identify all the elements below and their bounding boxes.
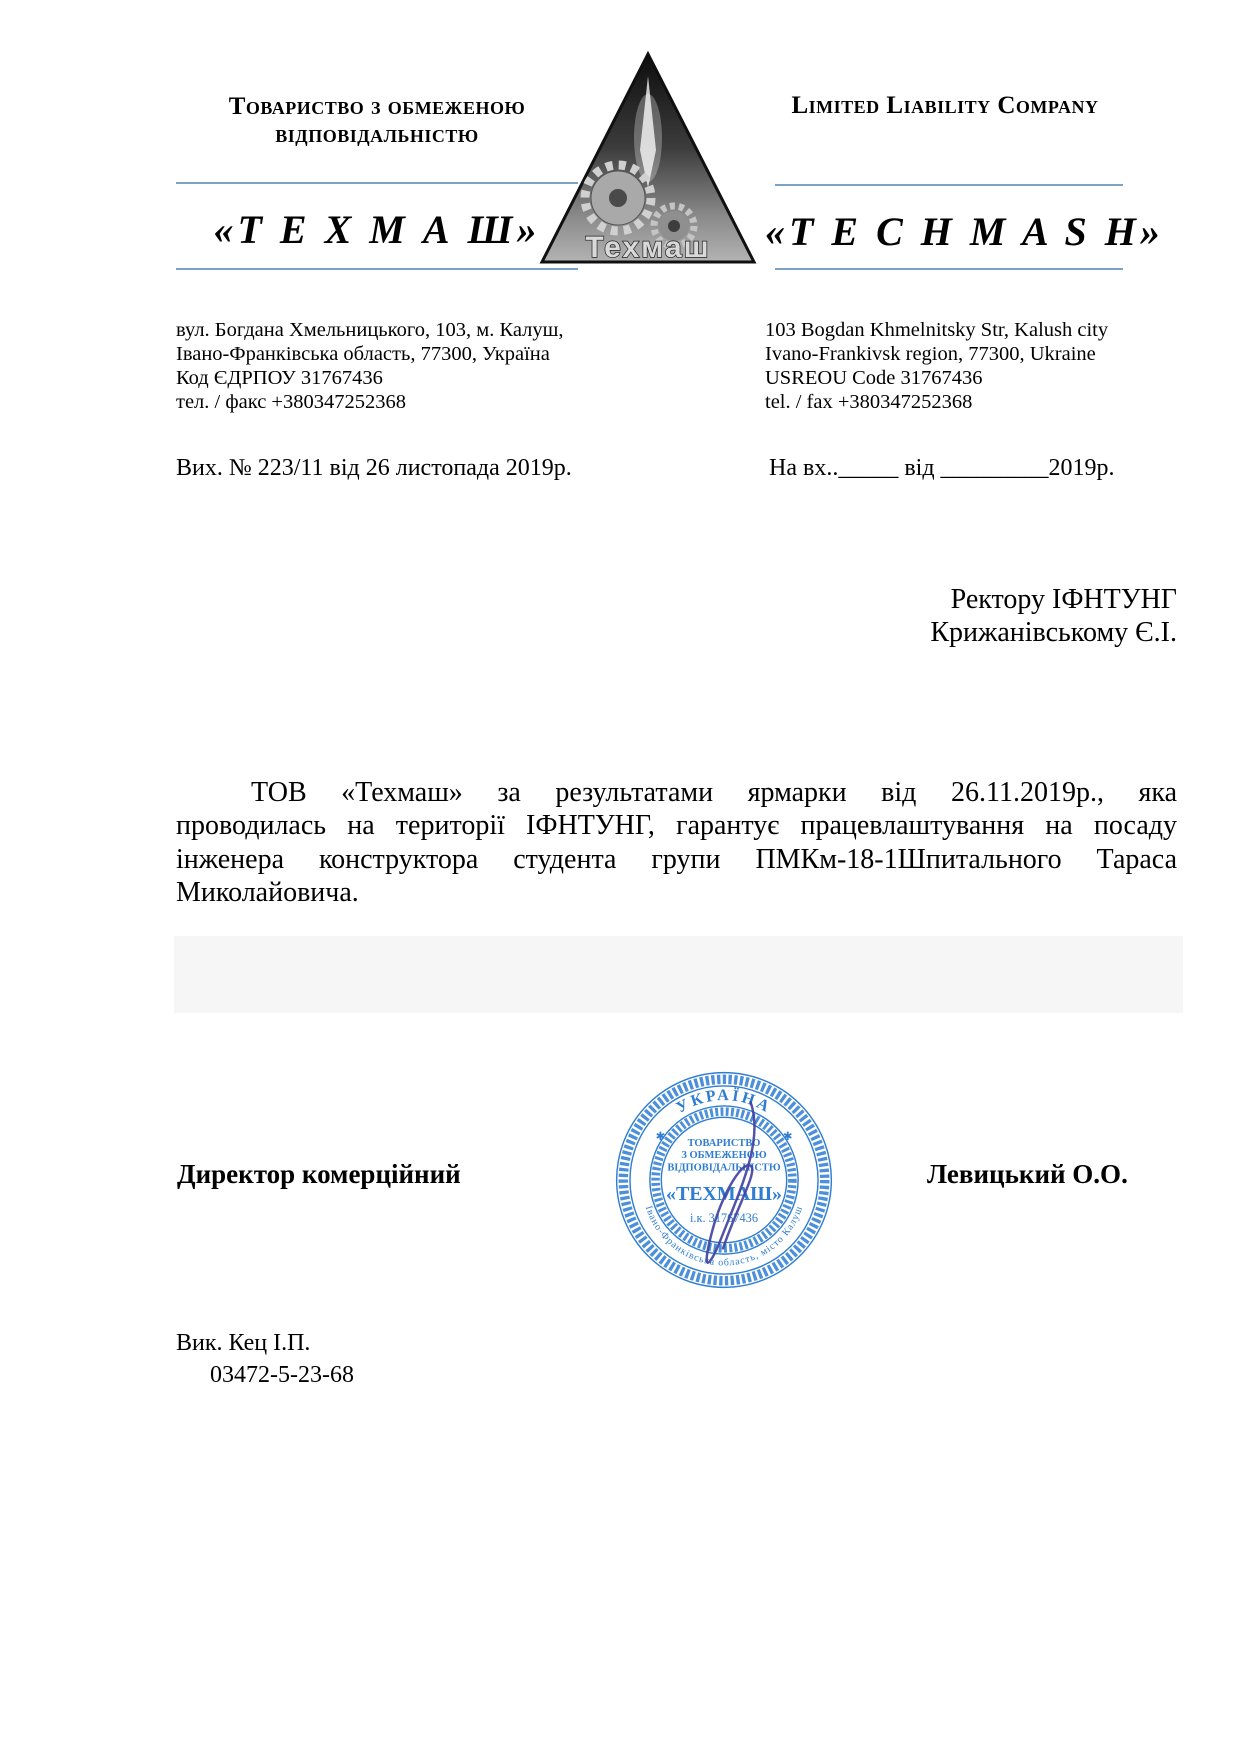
stamp-org-line3: ВІДПОВІДАЛЬНІСТЮ: [667, 1162, 781, 1174]
body-line-1: ТОВ «Техмаш» за результатами ярмарки від 26.11.2019р., яка: [251, 777, 1177, 808]
brand-en: «T E C H M A S H»: [765, 209, 1164, 254]
divider-right-bottom: [775, 268, 1123, 270]
addressee: [777, 583, 1177, 649]
signature-title: Директор комерційний: [177, 1159, 461, 1189]
stamp-country-text: УКРАЇНА: [673, 1087, 775, 1117]
body-line-3: інженера конструктора студента групи ПМКм-18-1Шпитального Тараса: [176, 843, 1177, 875]
executor-name: Вик. Кец І.П.: [176, 1330, 311, 1356]
stamp-graphic: [610, 1066, 838, 1294]
logo-caption: Техмаш: [585, 231, 711, 264]
company-stamp: [610, 1066, 838, 1294]
logo-triangle-graphic: [536, 50, 758, 268]
stamp-region-text: Івано-Франківська область, місто Калуш: [642, 1204, 806, 1269]
company-name-en: Limited Liability Company: [791, 92, 1099, 119]
redaction-block: [174, 936, 1183, 1013]
outgoing-ref: Вих. № 223/11 від 26 листопада 2019р.: [176, 455, 572, 481]
stamp-star-right-icon: ✱: [782, 1131, 793, 1144]
stamp-rings: [617, 1073, 832, 1288]
stamp-org-line2: З ОБМЕЖЕНОЮ: [681, 1150, 767, 1162]
address-en: [765, 318, 1108, 414]
addressee-position: Ректору ІФНТУНГ: [950, 584, 1177, 615]
address-en-phone: tel. / fax +380347252368: [765, 391, 973, 413]
body-line-4: Миколайовича.: [176, 877, 359, 909]
incoming-ref: На вх.._____ від _________2019р.: [769, 455, 1115, 481]
address-ua-code: Код ЄДРПОУ 31767436: [176, 367, 383, 389]
body-paragraph: [176, 776, 1177, 910]
stamp-code: і.к. 31767436: [689, 1210, 759, 1225]
addressee-name: Крижанівському Є.І.: [930, 617, 1177, 648]
executor-phone: 03472-5-23-68: [210, 1362, 354, 1388]
company-name-ua-line2: відповідальністю: [275, 121, 479, 148]
divider-left-top: [176, 182, 578, 184]
company-name-ua-line1: Товариство з обмеженою: [228, 93, 526, 120]
address-ua: [176, 318, 564, 414]
body-line-2: проводилась на території ІФНТУНГ, гарантує працевлаштування на посаду: [176, 810, 1177, 842]
divider-right-top: [775, 184, 1123, 186]
stamp-brand: «ТЕХМАШ»: [665, 1182, 783, 1205]
signature-name: Левицький О.О.: [927, 1159, 1128, 1189]
address-en-code: USREOU Code 31767436: [765, 367, 983, 389]
address-ua-street: вул. Богдана Хмельницького, 103, м. Калуш,: [176, 319, 564, 341]
stamp-org-line1: ТОВАРИСТВО: [687, 1137, 761, 1149]
address-ua-phone: тел. / факс +380347252368: [176, 391, 406, 413]
address-en-street: 103 Bogdan Khmelnitsky Str, Kalush city: [765, 319, 1109, 341]
company-logo: [536, 50, 758, 268]
address-en-region: Ivano-Frankivsk region, 77300, Ukraine: [765, 343, 1096, 365]
svg-text:УКРАЇНА: [674, 1087, 775, 1117]
divider-left-bottom: [176, 268, 578, 270]
brand-ua: «Т Е Х М А Ш»: [213, 207, 541, 252]
address-ua-region: Івано-Франківська область, 77300, Україна: [176, 343, 550, 365]
stamp-star-left-icon: ✱: [655, 1131, 666, 1144]
company-name-ua: [176, 93, 578, 149]
